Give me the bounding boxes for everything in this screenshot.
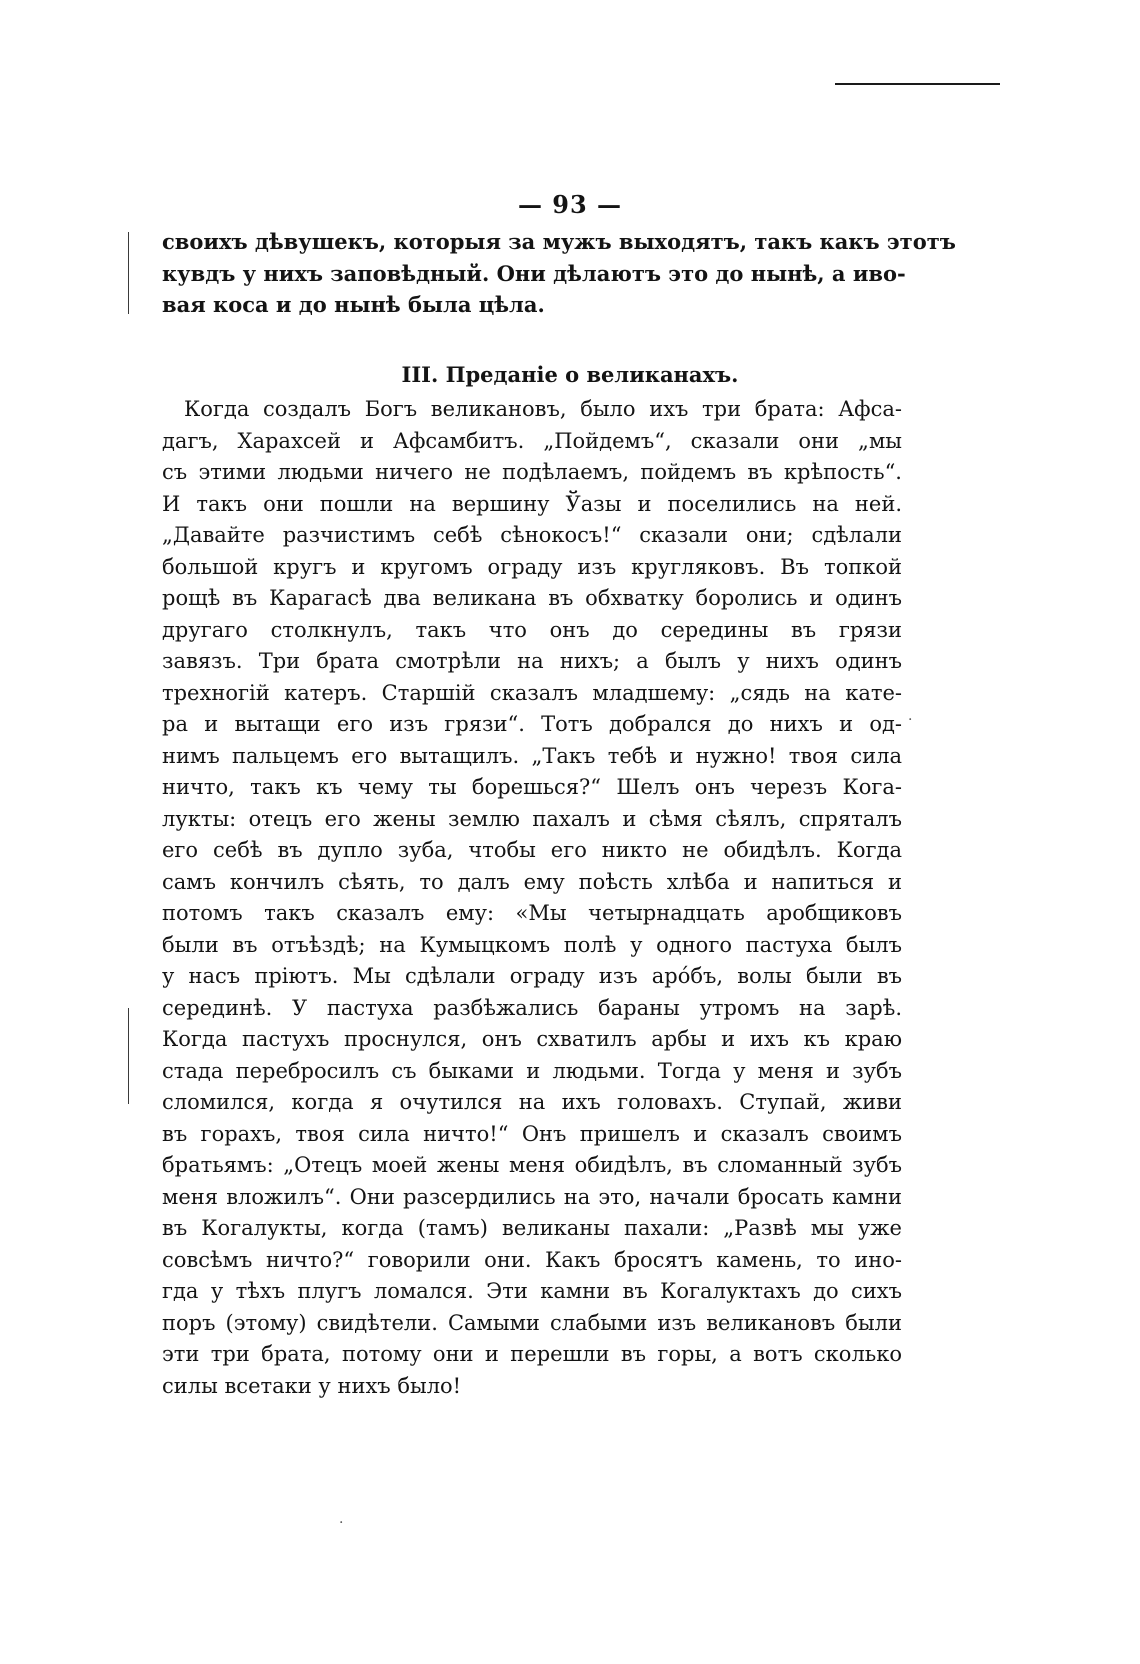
text-line: стада перебросилъ съ быками и людьми. Тогда у меня и зубъ <box>162 1058 902 1083</box>
text-line: „Давайте разчистимъ себѣ сѣнокосъ!“ сказали они; сдѣлали <box>162 523 902 547</box>
top-rule <box>835 83 1000 85</box>
text-line: у насъ пріютъ. Мы сдѣлали ограду изъ арóбъ, волы были въ <box>162 964 902 988</box>
text-line: кувдъ у нихъ заповѣдный. Они дѣлаютъ это до нынѣ, а иво- <box>162 260 906 286</box>
print-speck: · <box>908 712 913 728</box>
text-line: въ горахъ, твоя сила ничто!“ Онъ пришелъ и сказалъ своимъ <box>162 1121 902 1146</box>
margin-mark-top <box>128 232 129 314</box>
text-line: серединѣ. У пастуха разбѣжались бараны утромъ на зарѣ. <box>162 995 902 1020</box>
paragraph-top <box>162 226 956 321</box>
text-line: нимъ пальцемъ его вытащилъ. „Такъ тебѣ и нужно! твоя сила <box>162 743 902 768</box>
text-line: поръ (этому) свидѣтели. Самыми слабыми изъ великановъ были <box>162 1310 902 1335</box>
text-line: своихъ дѣвушекъ, которыя за мужъ выходятъ, такъ какъ этотъ <box>162 229 956 254</box>
text-line: трехногій катеръ. Старшій сказалъ младшему: „сядь на кате- <box>162 680 902 705</box>
text-line: съ этими людьми ничего не подѣлаемъ, пойдемъ въ крѣпость“. <box>162 460 902 484</box>
text-line: совсѣмъ ничто?“ говорили они. Какъ бросятъ камень, то ино- <box>162 1247 902 1272</box>
text-line: завязъ. Три брата смотрѣли на нихъ; а былъ у нихъ одинъ <box>162 649 902 673</box>
text-line: силы всетаки у нихъ было! <box>162 1373 462 1398</box>
page-number: — 93 — <box>517 190 623 219</box>
print-speck: · <box>339 1515 344 1531</box>
text-line: братьямъ: „Отецъ моей жены меня обидѣлъ, въ сломанный зубъ <box>162 1153 902 1177</box>
text-line: рощѣ въ Карагасѣ два великана въ обхватку боролись и одинъ <box>162 586 902 610</box>
text-line: дагъ, Харахсей и Афсамбитъ. „Пойдемъ“, сказали они „мы <box>162 428 902 453</box>
text-line: въ Когалукты, когда (тамъ) великаны пахали: „Развѣ мы уже <box>162 1216 902 1240</box>
text-line: Когда пастухъ проснулся, онъ схватилъ арбы и ихъ къ краю <box>162 1027 902 1051</box>
text-line: гда у тѣхъ плугъ ломался. Эти камни въ Когалуктахъ до сихъ <box>162 1279 902 1303</box>
text-line: И такъ они пошли на вершину Ўазы и поселились на ней. <box>162 491 902 516</box>
text-line: ничто, такъ къ чему ты борешься?“ Шелъ онъ черезъ Кога- <box>162 775 902 799</box>
text-line: были въ отъѣздѣ; на Кумыцкомъ полѣ у одного пастуха былъ <box>162 932 902 957</box>
text-line: эти три брата, потому они и перешли въ горы, а вотъ сколько <box>162 1342 902 1366</box>
text-line: другаго столкнулъ, такъ что онъ до середины въ грязи <box>162 617 902 642</box>
text-line: самъ кончилъ сѣять, то далъ ему поѣсть хлѣба и напиться и <box>162 869 902 894</box>
text-line: лукты: отецъ его жены землю пахалъ и сѣмя сѣялъ, спряталъ <box>162 806 902 831</box>
section-heading: III. Преданіе о великанахъ. <box>401 362 739 387</box>
text-line: Когда создалъ Богъ великановъ, было ихъ три брата: Афса- <box>184 397 902 421</box>
text-line: ра и вытащи его изъ грязи“. Тотъ добрался до нихъ и од- <box>162 712 902 736</box>
text-line: его себѣ въ дупло зуба, чтобы его никто не обидѣлъ. Когда <box>162 838 902 862</box>
text-line: сломился, когда я очутился на ихъ головахъ. Ступай, живи <box>162 1090 902 1114</box>
text-line: меня вложилъ“. Они разсердились на это, начали бросать камни <box>162 1184 902 1209</box>
text-line: потомъ такъ сказалъ ему: «Мы четырнадцать аробщиковъ <box>162 901 902 925</box>
text-line: большой кругъ и кругомъ ограду изъ кругляковъ. Въ топкой <box>162 554 902 579</box>
text-line: вая коса и до нынѣ была цѣла. <box>162 292 545 317</box>
margin-mark-bottom <box>128 1008 129 1104</box>
paragraph-main <box>162 394 902 1402</box>
